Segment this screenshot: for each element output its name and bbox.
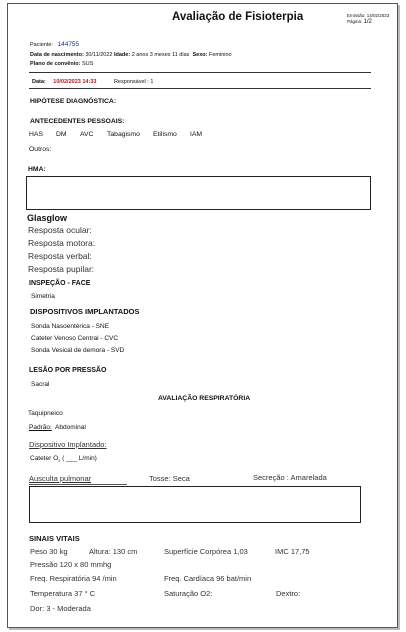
divider <box>29 88 371 89</box>
divider <box>29 484 127 485</box>
freq-card-value: Freq. Cardíaca 96 bat/min <box>164 574 252 583</box>
antecedente-item: Etilismo <box>153 131 177 138</box>
glasgow-item: Resposta verbal: <box>28 251 92 261</box>
patient-id: 144755 <box>57 41 80 48</box>
antecedente-item: HAS <box>29 131 43 138</box>
antecedente-item: DM <box>56 131 67 138</box>
altura-value: Altura: 130 cm <box>89 547 138 556</box>
outros-label: Outros: <box>29 146 52 153</box>
hipotese-heading: HIPÓTESE DIAGNÓSTICA: <box>30 98 117 105</box>
inspecao-value: Simetria <box>31 293 55 300</box>
temperatura-value: Temperatura 37 ° C <box>30 589 96 598</box>
superficie-value: Superfície Corpórea 1,03 <box>164 547 248 556</box>
saturacao-label: Saturação O2: <box>164 589 213 598</box>
glasgow-item: Resposta motora: <box>28 238 96 248</box>
imc-value: IMC 17,75 <box>275 547 310 556</box>
glasgow-item: Resposta ocular: <box>28 225 92 235</box>
dispositivos-heading: DISPOSITIVOS IMPLANTADOS <box>30 307 140 316</box>
freq-resp-value: Freq. Respiratória 94 /min <box>30 574 117 583</box>
glasgow-item: Resposta pupilar: <box>28 264 95 274</box>
taquipneico-label: Taquipneico <box>28 410 63 417</box>
antecedente-item: AVC <box>80 131 94 138</box>
hma-textbox[interactable] <box>26 176 371 210</box>
dextro-label: Dextro: <box>276 589 301 598</box>
ausculta-textbox[interactable] <box>29 486 361 523</box>
page-title: Avaliação de Fisioterpia <box>172 11 304 23</box>
patient-birth-row: Data de nascimento: 30/11/2022 Idade: 2 anos 3 meses 11 dias Sexo: Feminino <box>30 52 232 58</box>
divider <box>29 72 371 73</box>
antecedente-item: IAM <box>190 131 203 138</box>
record-responsible: Responsável : 1 <box>113 79 154 85</box>
padrao-row: Padrão: Abdominal <box>29 424 86 431</box>
patient-id-row: Paciente: 144755 <box>30 41 80 48</box>
dor-value: Dor: 3 - Moderada <box>30 604 91 613</box>
hma-label: HMA: <box>28 166 46 173</box>
dispositivo-item: Cateter Venoso Central - CVC <box>31 335 119 342</box>
record-date: 10/02/2023 14:33 <box>53 79 97 85</box>
ausculta-label: Ausculta pulmonar <box>29 474 92 483</box>
peso-value: Peso 30 kg <box>30 547 68 556</box>
antecedentes-heading: ANTECEDENTES PESSOAIS: <box>30 118 125 125</box>
secrecao-value: Secreção : Amarelada <box>253 473 327 482</box>
respiratoria-heading: AVALIAÇÃO RESPIRATÓRIA <box>158 395 251 402</box>
emission-date: Emissão: 14/02/2023 <box>347 13 390 18</box>
lesao-heading: LESÃO POR PRESSÃO <box>29 367 107 374</box>
dispositivo-item: Sonda Nasoentérica - SNE <box>31 323 110 330</box>
dispositivo-item: Sonda Vesical de demora - SVD <box>31 347 125 354</box>
cateter-o2: Cateter $O_2$ ( ___ L/min) <box>30 455 97 463</box>
pressao-value: Pressão 120 x 80 mmhg <box>30 560 112 569</box>
tosse-value: Tosse: Seca <box>149 474 190 483</box>
inspecao-heading: INSPEÇÃO - FACE <box>29 280 91 287</box>
lesao-value: Sacral <box>31 381 50 388</box>
dispositivo-implantado-label: Dispositivo Implantado: <box>29 440 107 449</box>
sinais-heading: SINAIS VITAIS <box>29 534 80 543</box>
record-date-row: Data: 10/02/2023 14:33 Responsável : 1 <box>32 79 154 85</box>
antecedente-item: Tabagismo <box>107 131 140 138</box>
patient-plan-row: Plano de convênio: SUS <box>30 61 94 67</box>
glasgow-heading: Glasglow <box>27 213 68 223</box>
page-number: Página: 1/2 <box>347 19 372 25</box>
